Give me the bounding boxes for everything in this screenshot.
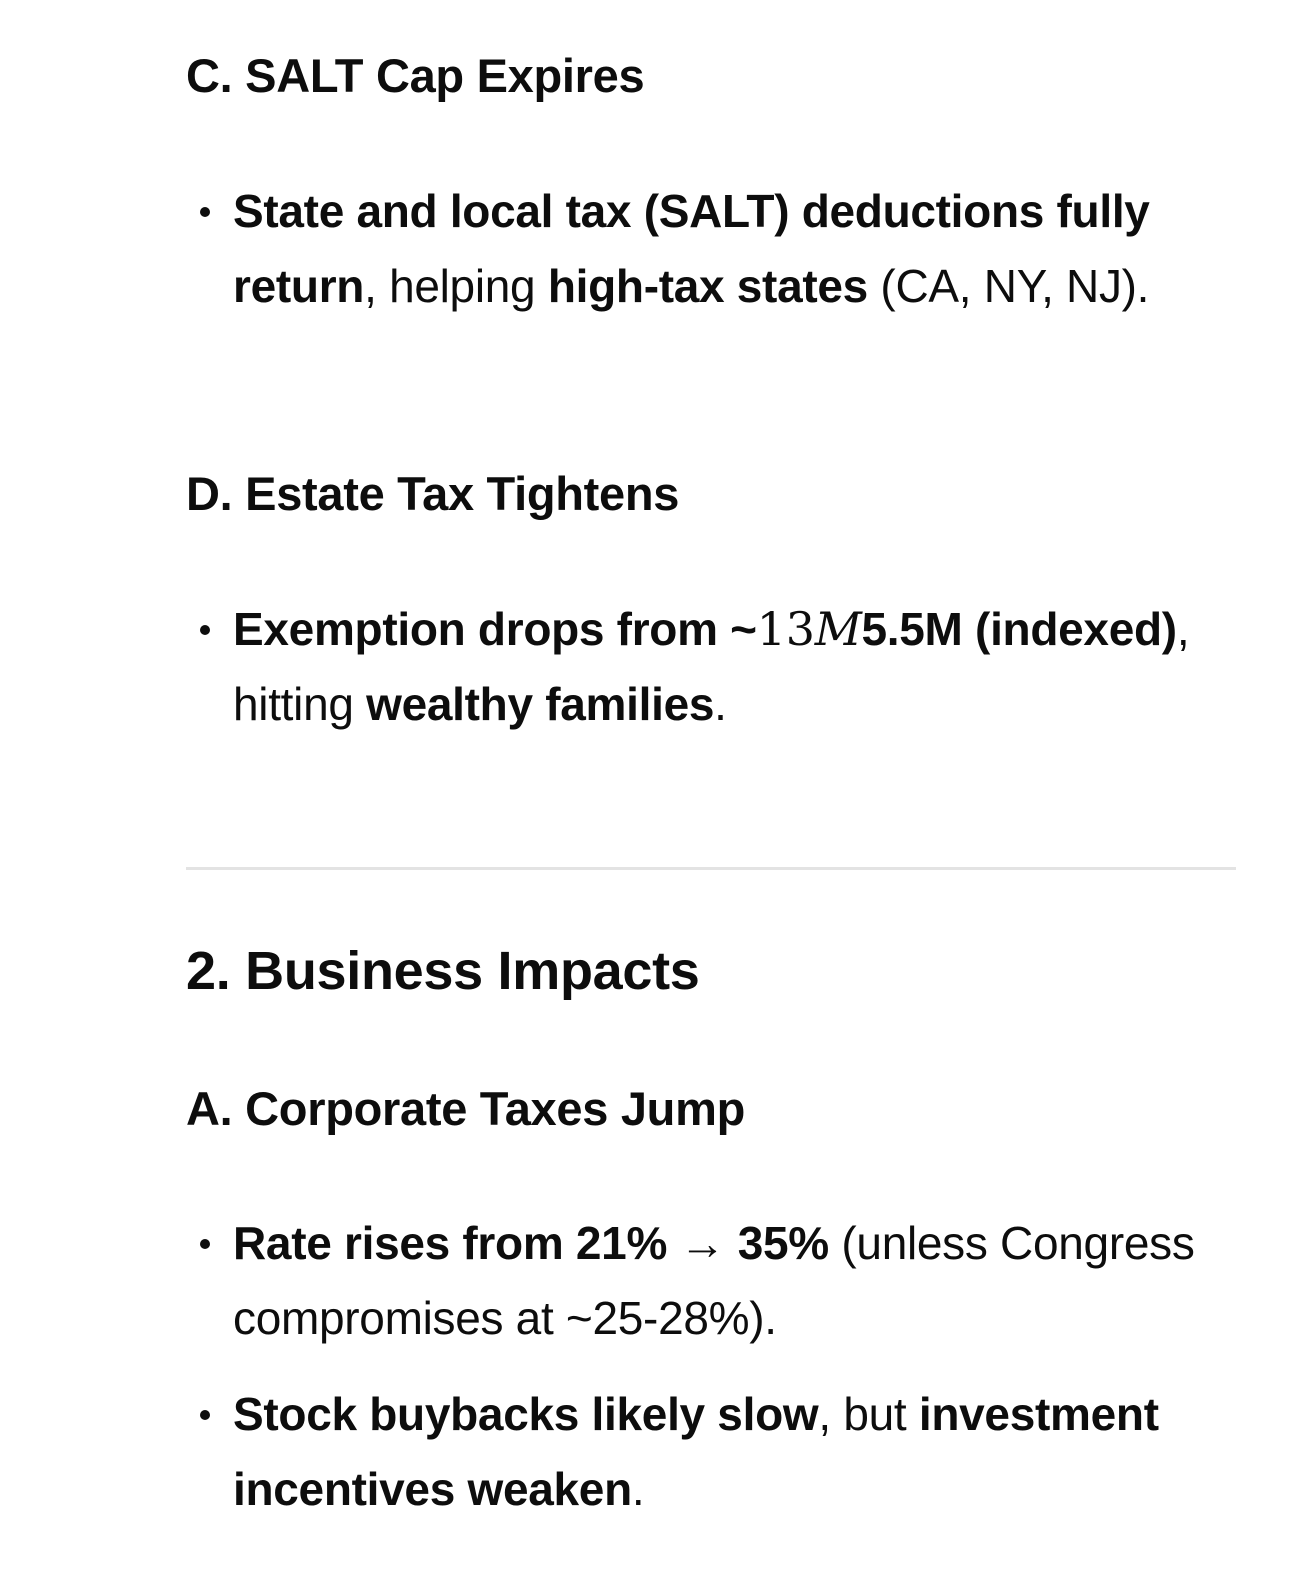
exemption-text: Exemption drops from ~ xyxy=(233,603,757,655)
buybacks-text: Stock buybacks likely slow xyxy=(233,1388,819,1440)
estate-bullet-list xyxy=(186,592,1246,742)
plain-text: (CA, NY, NJ). xyxy=(867,260,1150,312)
high-tax-states-text: high-tax states xyxy=(547,260,868,312)
bullet-dot xyxy=(200,625,210,635)
bullet-dot xyxy=(200,1239,210,1249)
corporate-bullet-list xyxy=(186,1206,1246,1527)
heading-business-impacts: 2. Business Impacts xyxy=(186,941,700,1001)
investment-incentives-text: investment incentives weaken xyxy=(233,1388,1159,1515)
exemption-amount-text: 5.5M (indexed) xyxy=(861,603,1177,655)
bullet-dot xyxy=(200,207,210,217)
plain-text: , helping xyxy=(364,260,548,312)
list-item xyxy=(186,1377,1246,1527)
heading-estate-tax: D. Estate Tax Tightens xyxy=(186,467,680,520)
plain-text: (unless Congress compromises at ~25-28%). xyxy=(233,1217,1195,1344)
heading-salt-cap: C. SALT Cap Expires xyxy=(186,49,645,102)
plain-text: . xyxy=(714,678,727,730)
plain-text: . xyxy=(631,1463,645,1515)
list-item xyxy=(186,592,1246,742)
section-divider xyxy=(186,867,1236,870)
salt-return-text: State and local tax (SALT) deductions fully return xyxy=(233,185,1150,312)
list-item xyxy=(186,1206,1246,1356)
salt-bullet-list xyxy=(186,174,1246,324)
bullet-dot xyxy=(200,1410,210,1420)
rate-rise-text: Rate rises from 21% → 35% xyxy=(233,1217,829,1269)
plain-text: , but xyxy=(818,1388,919,1440)
plain-text: , hitting xyxy=(233,603,1190,730)
wealthy-families-text: wealthy families xyxy=(366,678,715,730)
math-number: 13 xyxy=(756,602,815,656)
heading-corporate-taxes: A. Corporate Taxes Jump xyxy=(186,1082,745,1135)
math-expression xyxy=(757,602,862,656)
math-variable: M xyxy=(814,602,862,656)
list-item xyxy=(186,174,1246,324)
